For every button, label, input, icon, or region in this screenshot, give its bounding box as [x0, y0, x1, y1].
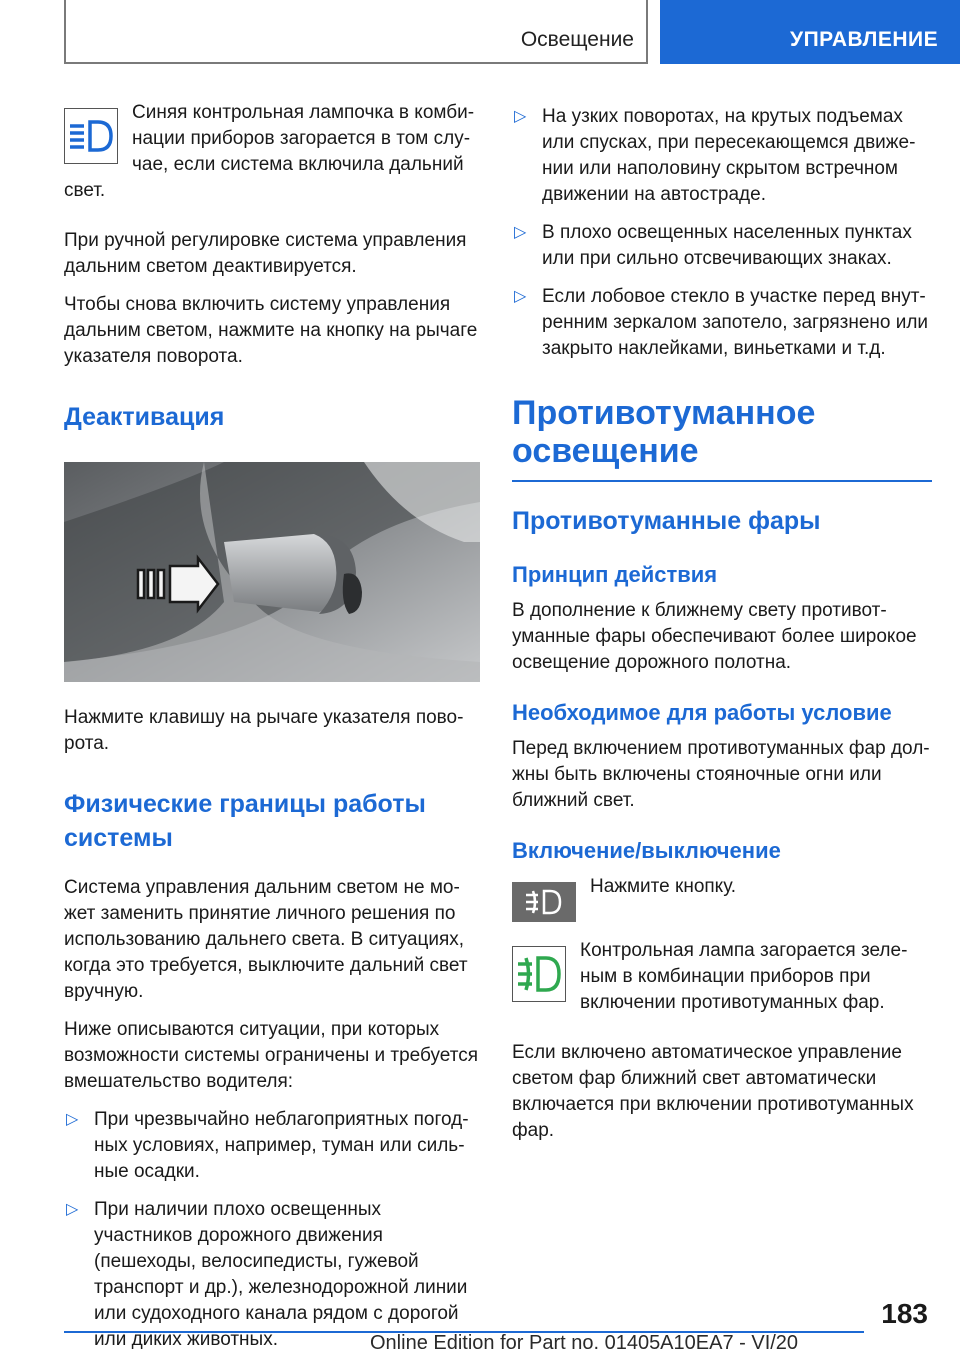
list-item: ▷ При чрезвычайно неблагоприятных погодных условиях, например, туман или сильные осадки. [66, 1109, 469, 1182]
header-title-box [64, 0, 648, 64]
photo-caption: Нажмите клавишу на рычаге указателя поворота. [64, 707, 464, 754]
fog-button-note [512, 874, 932, 926]
paragraph: Ниже описываются ситуации, при которых возможности системы ограничены и требуется вмешательство водителя: [64, 1019, 479, 1092]
limits-bullet-list-continued [512, 104, 932, 362]
section-heading-fog-lights: Противотуманные фары [512, 507, 821, 535]
high-beam-note [64, 100, 484, 216]
chapter-heading-fog: Противотуманное освещение [512, 394, 816, 470]
paragraph: Перед включением противотуманных фар должны быть включены стояночные огни или ближний свет. [512, 738, 930, 811]
list-item: ▷ При наличии плохо освещенных участников дорожного движения (пешеходы, велосипедисты, гужевой транспорт и др.), железнодорожной линии или судоходного канала рядом с дорогой или диких животных. [66, 1199, 468, 1350]
left-column [64, 100, 484, 1365]
header-section-label: УПРАВЛЕНИЕ [790, 28, 939, 51]
turn-signal-lever-photo [64, 462, 480, 682]
triangle-bullet-icon: ▷ [514, 288, 527, 305]
section-heading-deactivation: Деактивация [64, 403, 225, 431]
subheading-principle: Принцип действия [512, 562, 718, 587]
page-number: 183 [881, 1298, 928, 1329]
paragraph: Если включено автоматическое управление светом фар ближний свет автоматически включается при включении противотуманных фар. [512, 1042, 914, 1141]
header-title: Освещение [520, 28, 634, 51]
subheading-on-off: Включение/выключение [512, 838, 781, 863]
subheading-conditions: Необходимое для работы условие [512, 700, 892, 725]
paragraph: В дополнение к ближнему свету противотуманные фары обеспечивают более широкое освещение дорожного полотна. [512, 600, 917, 673]
paragraph: При ручной регулировке система управления дальним светом деактивируется. [64, 230, 467, 277]
triangle-bullet-icon: ▷ [514, 108, 527, 125]
fog-light-indicator-icon [512, 946, 566, 1002]
footer-edition: Online Edition for Part no. 01405A10EA7 - VI/20 [370, 1332, 799, 1354]
indicator-text: Контрольная лампа загорается зеленым в комбинации приборов при включении противотуманных фар. [580, 940, 908, 1013]
list-item: ▷ На узких поворотах, на крутых подъемах или спусках, при пересекающемся движении или наполовину скрытом встречном движении на автостраде. [514, 106, 916, 205]
section-heading-limits: Физические границы работы системы [64, 790, 426, 852]
list-item: ▷ Если лобовое стекло в участке перед внутренним зеркалом запотело, загрязнено или закрыто наклейками, виньетками и т.д. [514, 286, 929, 359]
header-section-tab [660, 0, 960, 64]
list-item: ▷ В плохо освещенных населенных пунктах или при сильно отсвечивающих знаках. [514, 222, 912, 269]
fog-light-button-icon [512, 882, 576, 922]
paragraph: Система управления дальним светом не может заменить принятие личного решения по использованию дальнего света. В ситуациях, когда это требуется, выключите дальний свет вручную. [64, 877, 468, 1002]
heading-divider [512, 480, 932, 482]
triangle-bullet-icon: ▷ [514, 224, 527, 241]
limits-bullet-list [64, 1107, 484, 1353]
press-button-text: Нажмите кнопку. [590, 876, 737, 897]
triangle-bullet-icon: ▷ [66, 1111, 79, 1128]
triangle-bullet-icon: ▷ [66, 1201, 79, 1218]
right-column [512, 100, 932, 1156]
fog-indicator-note [512, 938, 932, 1028]
paragraph: Чтобы снова включить систему управления дальним светом, нажмите на кнопку на рычаге указателя поворота. [64, 294, 478, 367]
high-beam-indicator-icon [64, 108, 118, 164]
high-beam-note-text: Синяя контрольная лампочка в комбинации приборов загорается в том случае, если система включила дальний свет. [64, 102, 475, 201]
